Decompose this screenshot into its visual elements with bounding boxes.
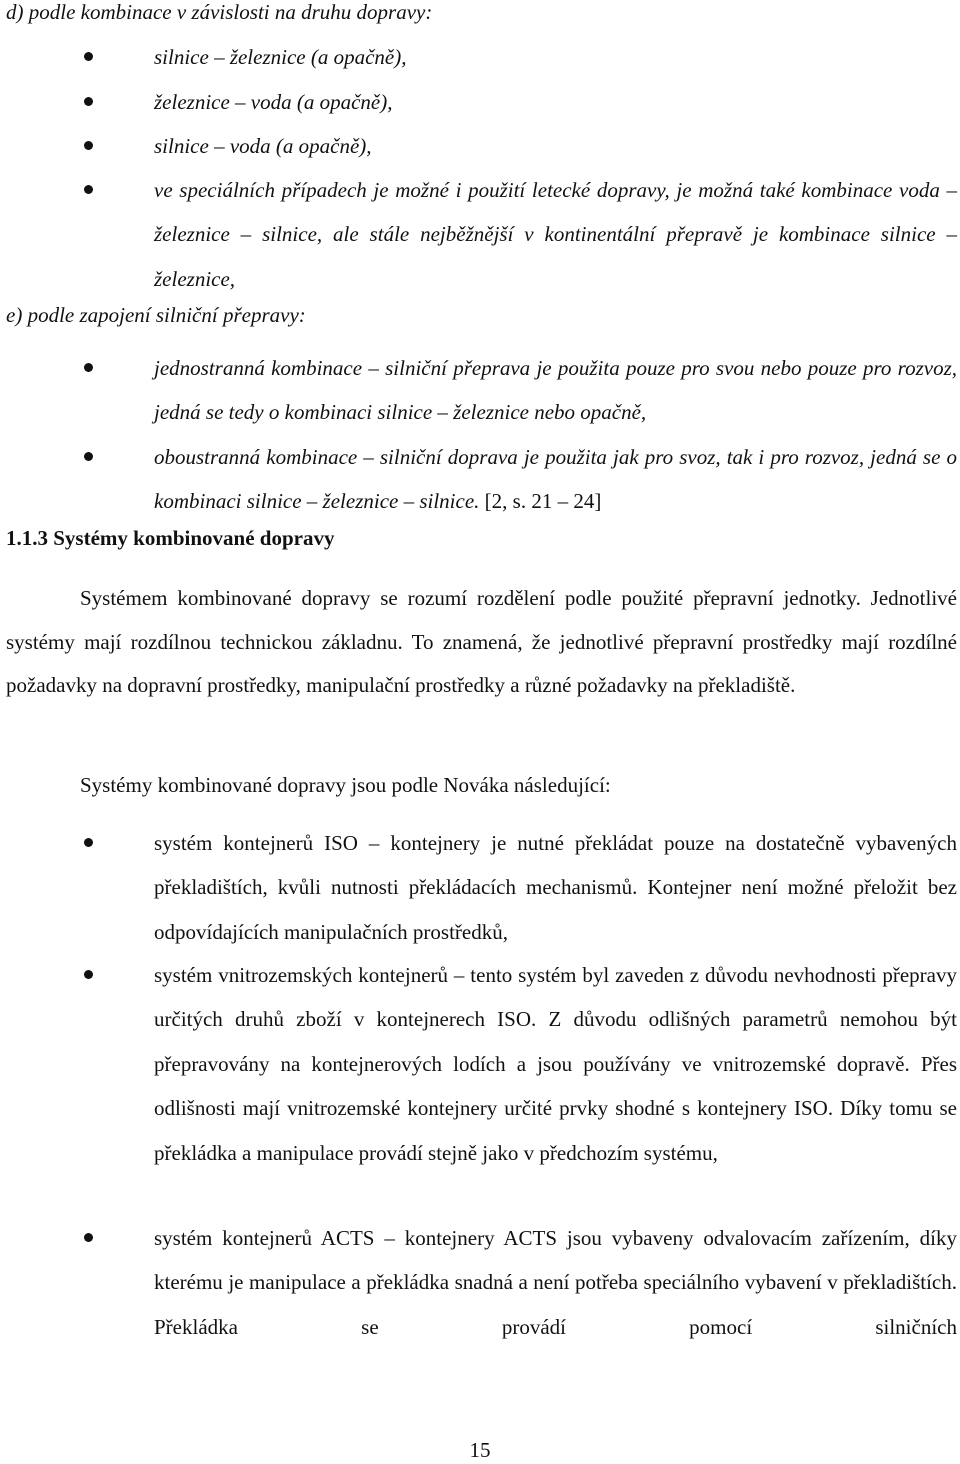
list-d-item-2: železnice – voda (a opačně), <box>154 90 393 114</box>
system-item-3: systém kontejnerů ACTS – kontejnery ACTS jsou vybaveny odvalovacím zařízením, díky kterému je manipulace a překládka snadná a není potřeba speciálního vybavení v překladištích. Překládka se provádí pomocí silničních <box>154 1226 957 1339</box>
list-d-heading: d) podle kombinace v závislosti na druhu dopravy: <box>6 0 433 24</box>
system-item-1: systém kontejnerů ISO – kontejnery je nutné překládat pouze na dostatečně vybavených překladištích, kvůli nutnosti překládacích mechanismů. Kontejner není možné přeložit bez odpovídajících manipulačních prostředků, <box>154 831 957 944</box>
list-e-item-1: jednostranná kombinace – silniční přeprava je použita pouze pro svou nebo pouze pro rozvoz, jedná se tedy o kombinaci silnice – železnice nebo opačně, <box>154 356 957 425</box>
paragraph-2: Systémy kombinované dopravy jsou podle Nováka následující: <box>80 773 611 797</box>
bullet-icon <box>84 185 93 194</box>
bullet-icon <box>84 1233 93 1242</box>
bullet-icon <box>84 970 93 979</box>
paragraph-1: Systémem kombinované dopravy se rozumí rozdělení podle použité přepravní jednotky. Jednotlivé systémy mají rozdílnou technickou základnu. To znamená, že jednotlivé přepravní prostředky mají rozdílné požadavky na dopravní prostředky, manipulační prostředky a různé požadavky na překladiště. <box>6 586 957 698</box>
page-number: 15 <box>469 1438 491 1462</box>
list-e-heading: e) podle zapojení silniční přepravy: <box>6 303 306 327</box>
bullet-icon <box>84 141 93 150</box>
bullet-icon <box>84 97 93 106</box>
system-item-2: systém vnitrozemských kontejnerů – tento systém byl zaveden z důvodu nevhodnosti přepravy určitých druhů zboží v kontejnerech ISO. Z důvodu odlišných parametrů nemohou být přepravovány na kontejnerových lodích a jsou používány ve vnitrozemské dopravě. Přes odlišnosti mají vnitrozemské kontejnery určité prvky shodné s kontejnery ISO. Díky tomu se překládka a manipulace provádí stejně jako v předchozím systému, <box>154 963 957 1165</box>
bullet-icon <box>84 363 93 372</box>
bullet-icon <box>84 452 93 461</box>
section-heading: 1.1.3 Systémy kombinované dopravy <box>6 526 335 550</box>
list-e-item-2-text: oboustranná kombinace – silniční doprava je použita jak pro svoz, tak i pro rozvoz, jedná se o kombinaci silnice – železnice – silnice. <box>154 445 957 514</box>
list-d-item-4: ve speciálních případech je možné i použití letecké dopravy, je možná také kombinace voda – železnice – silnice, ale stále nejběžnější v kontinentální přepravě je kombinace silnice – železnice, <box>154 178 957 291</box>
list-e-item-2 <box>154 435 957 524</box>
bullet-icon <box>84 52 93 61</box>
bullet-icon <box>84 838 93 847</box>
citation: [2, s. 21 – 24] <box>479 489 602 514</box>
list-d-item-3: silnice – voda (a opačně), <box>154 134 372 158</box>
list-d-item-1: silnice – železnice (a opačně), <box>154 45 407 69</box>
